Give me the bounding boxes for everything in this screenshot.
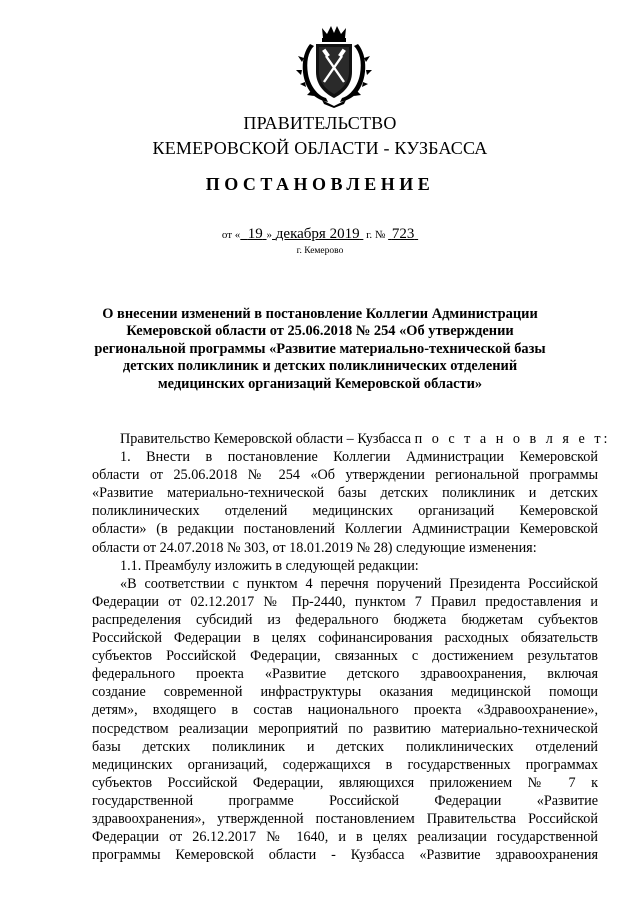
document-number-value: 723 xyxy=(391,226,415,242)
government-name-line1: ПРАВИТЕЛЬСТВО xyxy=(243,113,397,133)
date-prefix: от « xyxy=(221,229,241,241)
body-line: базы детских поликлиник и детских поликлинических отделений xyxy=(92,738,598,755)
body-line: Федерации от 26.12.2017 № 1640, и в целях реализации государственной xyxy=(92,829,598,846)
body-line: 1.1. Преамбулу изложить в следующей редакции: xyxy=(120,557,419,574)
body-line: детям», входящего в состав национального проекта «Здравоохранение», xyxy=(92,702,598,719)
date-day-value: 19 xyxy=(247,226,263,242)
body-line: медицинских организаций, содержащихся в государственных программах xyxy=(92,756,598,773)
body-line: субъектов Российской Федерации, связанных с достижением результатов xyxy=(92,648,598,665)
body-line: создание современной инфраструктуры оказания медицинской помощи xyxy=(92,684,598,701)
coat-of-arms-icon xyxy=(296,24,372,108)
body-line: субъектов Российской Федерации, являющихся приложением № 7 к xyxy=(92,774,598,791)
heading-line: Кемеровской области от 25.06.2018 № 254 «Об утверждении xyxy=(126,323,514,340)
body-intro-verb: п о с т а н о в л я е т: xyxy=(414,431,611,447)
heading-line: детских поликлиник и детских поликлинических отделений xyxy=(122,358,518,375)
date-year-suffix: г. xyxy=(366,229,373,241)
document-number xyxy=(388,226,418,242)
body-line: области от 24.07.2018 № 303, от 18.01.2019 № 28) следующие изменения: xyxy=(92,539,537,556)
date-mid: » xyxy=(266,229,273,241)
body-line: поликлинических отделений медицинских организаций Кемеровской xyxy=(92,503,598,520)
body-line: программы Кемеровской области - Кузбасса «Развитие здравоохранения xyxy=(92,847,598,864)
heading-line: О внесении изменений в постановление Коллегии Администрации xyxy=(102,306,538,322)
body-line: «В соответствии с пунктом 4 перечня поручений Президента Российской xyxy=(120,575,598,592)
date-month-year xyxy=(272,226,363,242)
document-type-title: ПОСТАНОВЛЕНИЕ xyxy=(205,174,435,194)
body-line: федерального проекта «Развитие детского здравоохранения, включая xyxy=(92,666,598,683)
body-line: 1. Внести в постановление Коллегии Администрации Кемеровской xyxy=(120,449,598,466)
government-name-line2: КЕМЕРОВСКОЙ ОБЛАСТИ - КУЗБАССА xyxy=(152,138,488,158)
decree-body xyxy=(92,430,611,864)
body-intro-text: Правительство Кемеровской области – Кузбасса xyxy=(120,431,412,447)
number-label: № xyxy=(374,229,386,241)
heading-line: региональной программы «Развитие материально-технической базы xyxy=(94,340,546,357)
body-line: государственной программе Российской Федерации «Развитие xyxy=(92,792,598,809)
body-line: области от 25.06.2018 № 254 «Об утверждении региональной программы xyxy=(92,467,598,484)
body-line: «Развитие материально-технической базы детских поликлиник и детских xyxy=(92,485,598,502)
heading-line: медицинских организаций Кемеровской области» xyxy=(157,375,483,392)
body-line: области» (в редакции постановлений Коллегии Администрации Кемеровской xyxy=(92,521,598,538)
date-month-year-value: декабря 2019 xyxy=(275,226,360,242)
body-line: посредством реализации мероприятий по развитию материально-технической xyxy=(92,720,598,737)
body-line: распределения субсидий из федерального бюджета бюджетам субъектов xyxy=(92,611,598,628)
date-day xyxy=(240,226,266,242)
city-label: г. Кемерово xyxy=(296,246,344,256)
body-intro-line xyxy=(92,430,611,448)
body-line: здравоохранения», утвержденной постановлением Правительства Российской xyxy=(92,810,598,827)
body-line: Российской Федерации в целях софинансирования расходных обязательств xyxy=(92,630,598,647)
decree-heading xyxy=(62,306,578,393)
body-line: Федерации от 02.12.2017 № Пр-2440, пунктом 7 Правил предоставления и xyxy=(92,593,598,610)
date-line xyxy=(0,226,640,243)
